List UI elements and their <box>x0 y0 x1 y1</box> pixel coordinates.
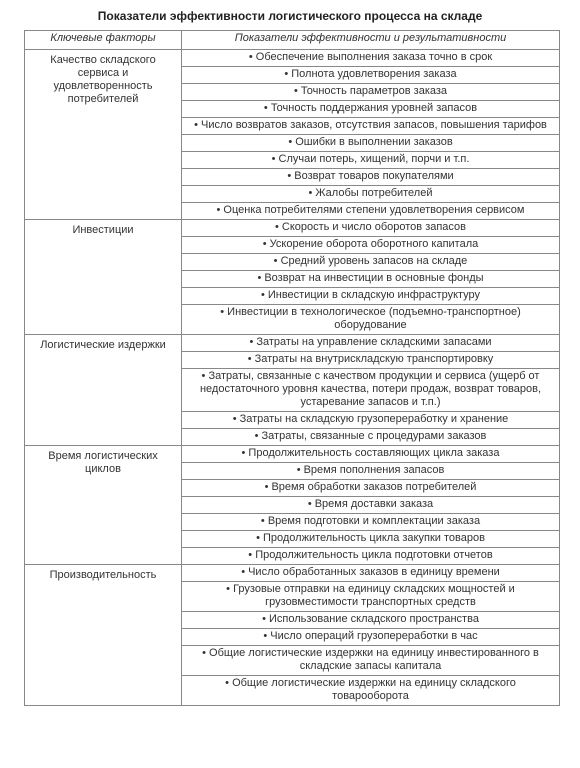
indicator-cell: • Грузовые отправки на единицу складских мощностей и грузовместимости транспортных средств <box>182 582 560 612</box>
key-factor-cell: Логистические издержки <box>25 335 182 446</box>
indicator-cell: • Время обработки заказов потребителей <box>182 480 560 497</box>
indicator-cell: • Возврат на инвестиции в основные фонды <box>182 271 560 288</box>
indicator-cell: • Общие логистические издержки на единицу складского товарооборота <box>182 676 560 706</box>
key-factor-cell: Качество складского сервиса и удовлетворенность потребителей <box>25 50 182 220</box>
indicator-cell: • Затраты на складскую грузопереработку и хранение <box>182 412 560 429</box>
table-row <box>25 565 560 582</box>
indicator-cell: • Общие логистические издержки на единицу инвестированного в складские запасы капитала <box>182 646 560 676</box>
indicator-cell: • Средний уровень запасов на складе <box>182 254 560 271</box>
table-row <box>25 50 560 67</box>
table-row <box>25 335 560 352</box>
indicator-cell: • Точность поддержания уровней запасов <box>182 101 560 118</box>
indicator-cell: • Ошибки в выполнении заказов <box>182 135 560 152</box>
table-header-row <box>25 31 560 50</box>
indicator-cell: • Точность параметров заказа <box>182 84 560 101</box>
indicator-cell: • Затраты, связанные с процедурами заказов <box>182 429 560 446</box>
key-factor-cell: Инвестиции <box>25 220 182 335</box>
indicator-cell: • Оценка потребителями степени удовлетворения сервисом <box>182 203 560 220</box>
indicator-cell: • Время пополнения запасов <box>182 463 560 480</box>
indicator-cell: • Число возвратов заказов, отсутствия запасов, повышения тарифов <box>182 118 560 135</box>
indicator-cell: • Число операций грузопереработки в час <box>182 629 560 646</box>
key-factor-cell: Время логистических циклов <box>25 446 182 565</box>
indicator-cell: • Число обработанных заказов в единицу времени <box>182 565 560 582</box>
indicator-cell: • Ускорение оборота оборотного капитала <box>182 237 560 254</box>
indicator-cell: • Использование складского пространства <box>182 612 560 629</box>
indicator-cell: • Затраты на управление складскими запасами <box>182 335 560 352</box>
indicator-cell: • Время доставки заказа <box>182 497 560 514</box>
table-row <box>25 446 560 463</box>
indicator-cell: • Полнота удовлетворения заказа <box>182 67 560 84</box>
kpi-table <box>24 30 560 706</box>
indicator-cell: • Скорость и число оборотов запасов <box>182 220 560 237</box>
indicator-cell: • Инвестиции в складскую инфраструктуру <box>182 288 560 305</box>
page-title: Показатели эффективности логистического процесса на складе <box>97 9 483 23</box>
indicator-cell: • Инвестиции в технологическое (подъемно-транспортное) оборудование <box>182 305 560 335</box>
table-body <box>25 50 560 706</box>
indicator-cell: • Время подготовки и комплектации заказа <box>182 514 560 531</box>
indicator-cell: • Жалобы потребителей <box>182 186 560 203</box>
indicator-cell: • Затраты на внутрискладскую транспортировку <box>182 352 560 369</box>
key-factor-cell: Производительность <box>25 565 182 706</box>
indicator-cell: • Обеспечение выполнения заказа точно в срок <box>182 50 560 67</box>
header-indicators: Показатели эффективности и результативности <box>182 31 560 50</box>
indicator-cell: • Продолжительность составляющих цикла заказа <box>182 446 560 463</box>
table-row <box>25 220 560 237</box>
indicator-cell: • Продолжительность цикла закупки товаров <box>182 531 560 548</box>
header-key-factors: Ключевые факторы <box>25 31 182 50</box>
indicator-cell: • Возврат товаров покупателями <box>182 169 560 186</box>
indicator-cell: • Случаи потерь, хищений, порчи и т.п. <box>182 152 560 169</box>
indicator-cell: • Затраты, связанные с качеством продукции и сервиса (ущерб от недостаточного уровня качества, потери продаж, возврат товаров, устаревание запасов и т.п.) <box>182 369 560 412</box>
indicator-cell: • Продолжительность цикла подготовки отчетов <box>182 548 560 565</box>
